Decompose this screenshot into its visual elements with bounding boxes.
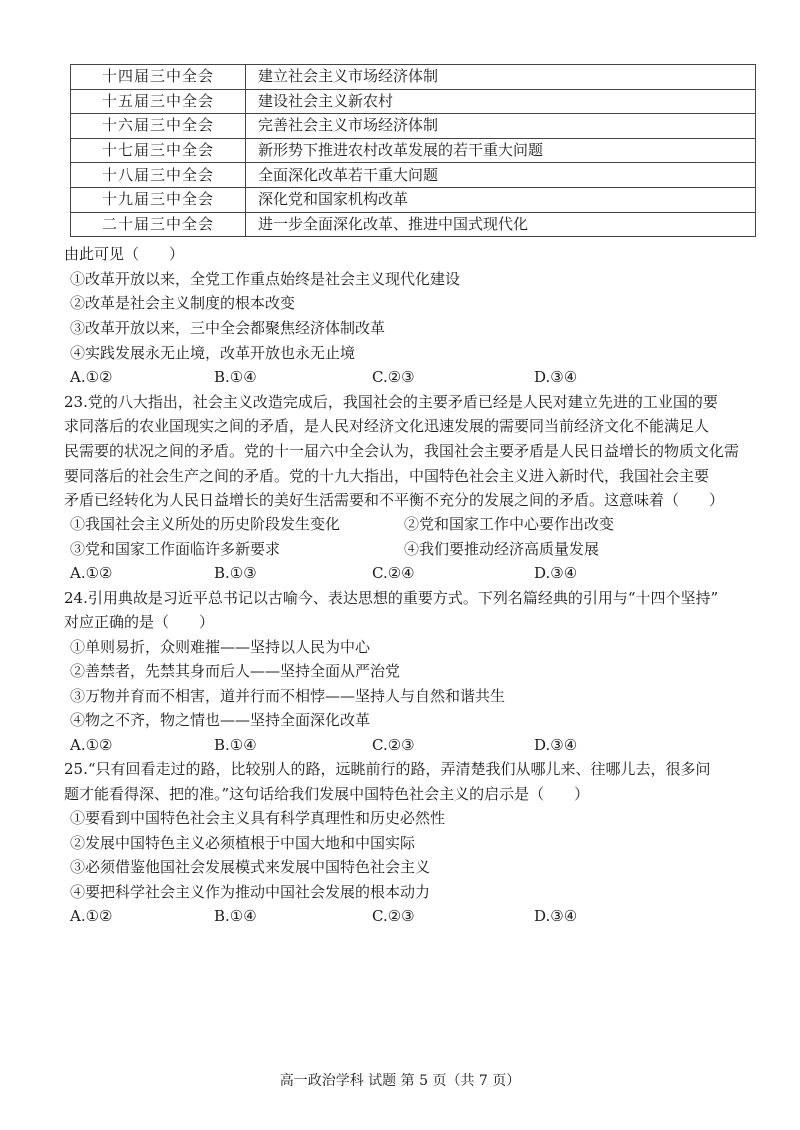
- choice-b: B.①④: [214, 368, 257, 386]
- session-cell: 十七届三中全会: [71, 138, 246, 163]
- table-row: [71, 114, 756, 139]
- question-24-option-2: ②善禁者，先禁其身而后人——坚持全面从严治党: [70, 662, 401, 680]
- question-24-option-4: ④物之不齐，物之情也——坚持全面深化改革: [70, 711, 371, 729]
- table-row: [71, 138, 756, 163]
- question-23-option-3: ③党和国家工作面临许多新要求: [70, 540, 281, 558]
- choice-b: B.①④: [214, 907, 257, 925]
- session-cell: 二十届三中全会: [71, 212, 246, 237]
- question-24-line-1: 24.引用典故是习近平总书记以古喻今、表达思想的重要方式。下列名篇经典的引用与“十四个坚持”: [64, 589, 719, 607]
- choice-a: A.①②: [70, 907, 113, 925]
- topic-cell: 新形势下推进农村改革发展的若干重大问题: [246, 138, 756, 163]
- question-23-line-5: 矛盾已经转化为人民日益增长的美好生活需要和不平衡不充分的发展之间的矛盾。这意味着（ ）: [64, 491, 725, 509]
- question-23-line-2: 求同落后的农业国现实之间的矛盾，是人民对经济文化迅速发展的需要同当前经济文化不能满足人: [64, 417, 710, 435]
- question-23-line-3: 民需要的状况之间的矛盾。党的十一届六中全会认为，我国社会主要矛盾是人民日益增长的物质文化需: [64, 442, 740, 460]
- question-22-stem: 由此可见（ ）: [64, 245, 185, 263]
- choice-c: C.②③: [372, 907, 415, 925]
- question-22-option-3: ③改革开放以来，三中全会都聚焦经济体制改革: [70, 319, 386, 337]
- table-row: [71, 89, 756, 114]
- table-row: [71, 212, 756, 237]
- session-cell: 十四届三中全会: [71, 65, 246, 90]
- table-row: [71, 187, 756, 212]
- topic-cell: 完善社会主义市场经济体制: [246, 114, 756, 139]
- session-cell: 十五届三中全会: [71, 89, 246, 114]
- question-25-option-1: ①要看到中国特色社会主义具有科学真理性和历史必然性: [70, 809, 446, 827]
- question-24-option-1: ①单则易折，众则难摧——坚持以人民为中心: [70, 638, 371, 656]
- session-cell: 十八届三中全会: [71, 163, 246, 188]
- topic-cell: 建立社会主义市场经济体制: [246, 65, 756, 90]
- choice-a: A.①②: [70, 736, 113, 754]
- topic-cell: 全面深化改革若干重大问题: [246, 163, 756, 188]
- question-23-option-2: ②党和国家工作中心要作出改变: [404, 515, 615, 533]
- question-25-choices: [70, 905, 760, 927]
- choice-b: B.①③: [214, 564, 257, 582]
- table-row: [71, 163, 756, 188]
- question-23-option-4: ④我们要推动经济高质量发展: [404, 540, 600, 558]
- topic-cell: 建设社会主义新农村: [246, 89, 756, 114]
- question-25-option-2: ②发展中国特色主义必须植根于中国大地和中国实际: [70, 834, 416, 852]
- topic-cell: 深化党和国家机构改革: [246, 187, 756, 212]
- question-25-option-4: ④要把科学社会主义作为推动中国社会发展的根本动力: [70, 883, 431, 901]
- choice-a: A.①②: [70, 564, 113, 582]
- session-cell: 十九届三中全会: [71, 187, 246, 212]
- question-22-option-2: ②改革是社会主义制度的根本改变: [70, 294, 296, 312]
- question-25-line-1: 25.“只有回看走过的路，比较别人的路，远眺前行的路，弄清楚我们从哪儿来、往哪儿去，很多问: [64, 760, 711, 778]
- plenum-table: [70, 64, 756, 237]
- question-24-line-2: 对应正确的是（ ）: [64, 613, 215, 631]
- choice-d: D.③④: [534, 368, 578, 386]
- session-cell: 十六届三中全会: [71, 114, 246, 139]
- choice-b: B.①④: [214, 736, 257, 754]
- choice-d: D.③④: [534, 907, 578, 925]
- choice-c: C.②④: [372, 564, 415, 582]
- question-23-options-row-1: [70, 513, 760, 535]
- question-23-choices: [70, 562, 760, 584]
- question-23-line-1: 23.党的八大指出，社会主义改造完成后，我国社会的主要矛盾已经是人民对建立先进的工业国的要: [64, 393, 718, 411]
- question-25-line-2: 题才能看得深、把的准。”这句话给我们发展中国特色社会主义的启示是（ ）: [64, 785, 590, 803]
- choice-d: D.③④: [534, 564, 578, 582]
- page-footer: 高一政治学科 试题 第 5 页（共 7 页）: [279, 1073, 521, 1089]
- question-24-choices: [70, 734, 760, 756]
- topic-cell: 进一步全面深化改革、推进中国式现代化: [246, 212, 756, 237]
- question-24-option-3: ③万物并育而不相害，道并行而不相悖——坚持人与自然和谐共生: [70, 687, 506, 705]
- question-23-options-row-2: [70, 538, 760, 560]
- question-23-option-1: ①我国社会主义所处的历史阶段发生变化: [70, 515, 341, 533]
- choice-c: C.②③: [372, 368, 415, 386]
- question-22-choices: [70, 366, 760, 388]
- question-22-option-1: ①改革开放以来，全党工作重点始终是社会主义现代化建设: [70, 270, 461, 288]
- choice-c: C.②③: [372, 736, 415, 754]
- choice-d: D.③④: [534, 736, 578, 754]
- table-row: [71, 65, 756, 90]
- question-22-option-4: ④实践发展永无止境，改革开放也永无止境: [70, 344, 356, 362]
- question-25-option-3: ③必须借鉴他国社会发展模式来发展中国特色社会主义: [70, 858, 431, 876]
- question-23-line-4: 要同落后的社会生产之间的矛盾。党的十九大指出，中国特色社会主义进入新时代，我国社会主要: [64, 467, 710, 485]
- choice-a: A.①②: [70, 368, 113, 386]
